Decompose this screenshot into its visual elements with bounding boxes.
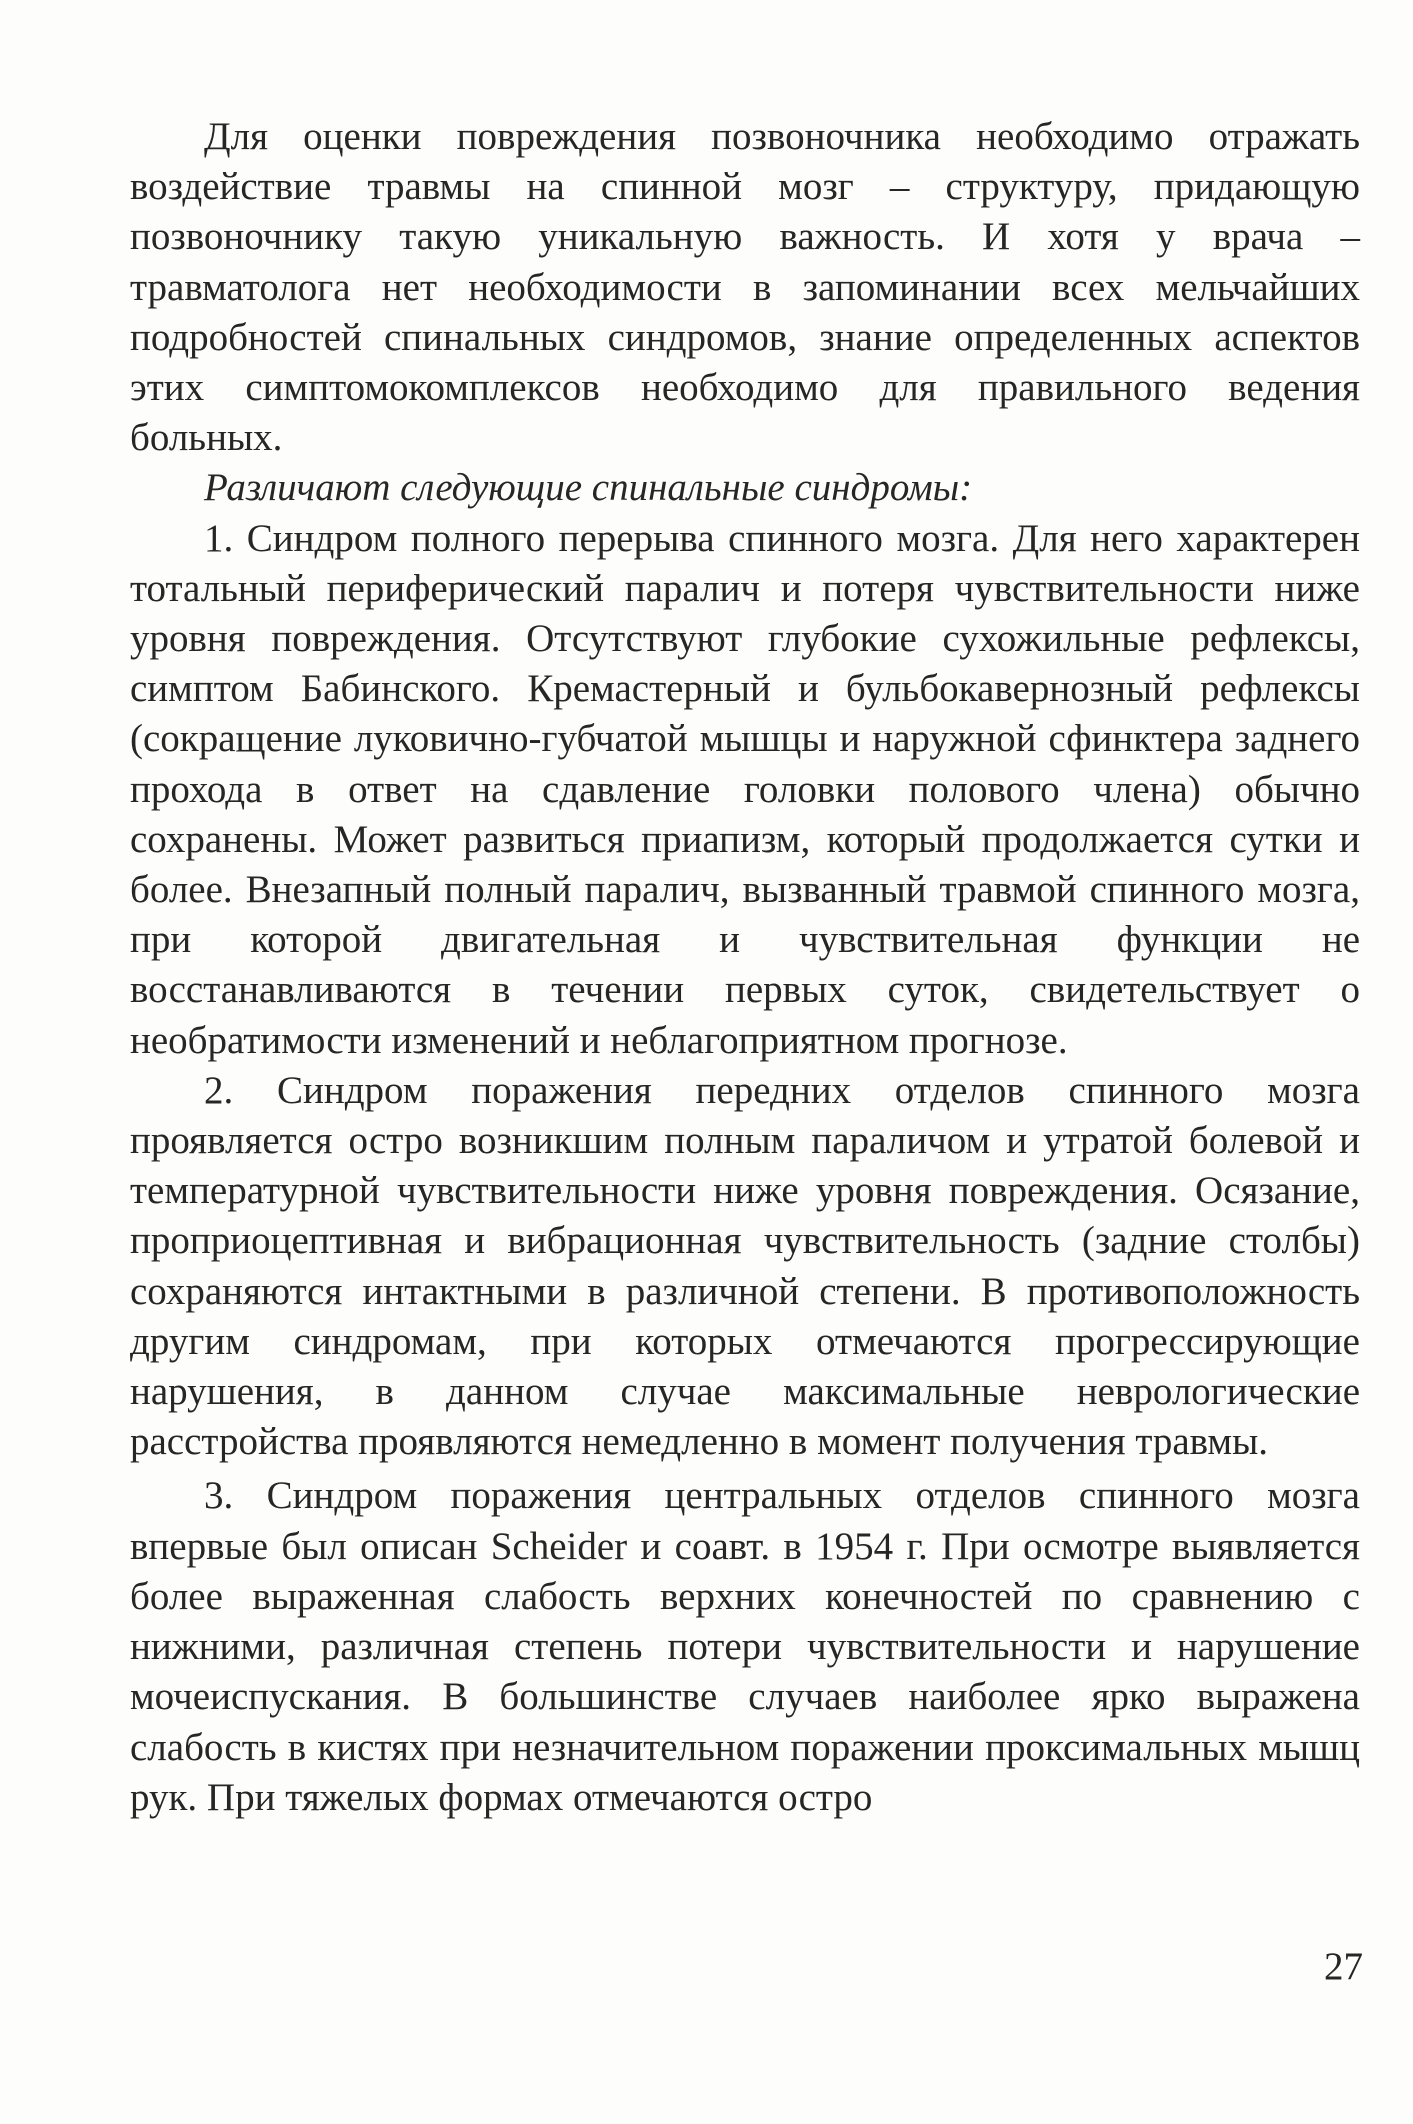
- paragraph-syndrome-3: 3. Синдром поражения центральных отделов спинного мозга впервые был описан Scheider и соавт. в 1954 г. При осмотре выявляется более выраженная слабость верхних конечностей по сравнению с нижними, различная степень потери чувствительности и нарушение мочеиспускания. В большинстве случаев наиболее ярко выражена слабость в кистях при незначительном поражении проксимальных мышц рук. При тяжелых формах отмечаются остро: [130, 1474, 1360, 1819]
- body-text: [130, 112, 1360, 1823]
- paragraph-intro: Для оценки повреждения позвоночника необходимо отражать воздействие травмы на спинной мозг – структуру, придающую позвоночнику такую уникальную важность. И хотя у врача – травматолога нет необходимости в запоминании всех мельчайших подробностей спинальных синдромов, знание определенных аспектов этих симптомокомплексов необходимо для правильного ведения больных.: [130, 115, 1360, 460]
- paragraph-syndrome-2: 2. Синдром поражения передних отделов спинного мозга проявляется остро возникшим полным параличом и утратой болевой и температурной чувствительности ниже уровня повреждения. Осязание, проприоцептивная и вибрационная чувствительность (задние столбы) сохраняются интактными в различной степени. В противоположность другим синдромам, при которых отмечаются прогрессирующие нарушения, в данном случае максимальные неврологические расстройства проявляются немедленно в момент получения травмы.: [130, 1068, 1360, 1464]
- paragraph-syndrome-1: 1. Синдром полного перерыва спинного мозга. Для него характерен тотальный периферический паралич и потеря чувствительности ниже уровня повреждения. Отсутствуют глубокие сухожильные рефлексы, симптом Бабинского. Кремастерный и бульбокавернозный рефлексы (сокращение луковично-губчатой мышцы и наружной сфинктера заднего прохода в ответ на сдавление головки полового члена) обычно сохранены. Может развиться приапизм, который продолжается сутки и более. Внезапный полный паралич, вызванный травмой спинного мозга, при которой двигательная и чувствительная функции не восстанавливаются в течении первых суток, свидетельствует о необратимости изменений и неблагоприятном прогнозе.: [130, 516, 1360, 1062]
- paragraph-syndromes-heading: Различают следующие спинальные синдромы:: [204, 466, 973, 510]
- page-number: 27: [1324, 1945, 1363, 1988]
